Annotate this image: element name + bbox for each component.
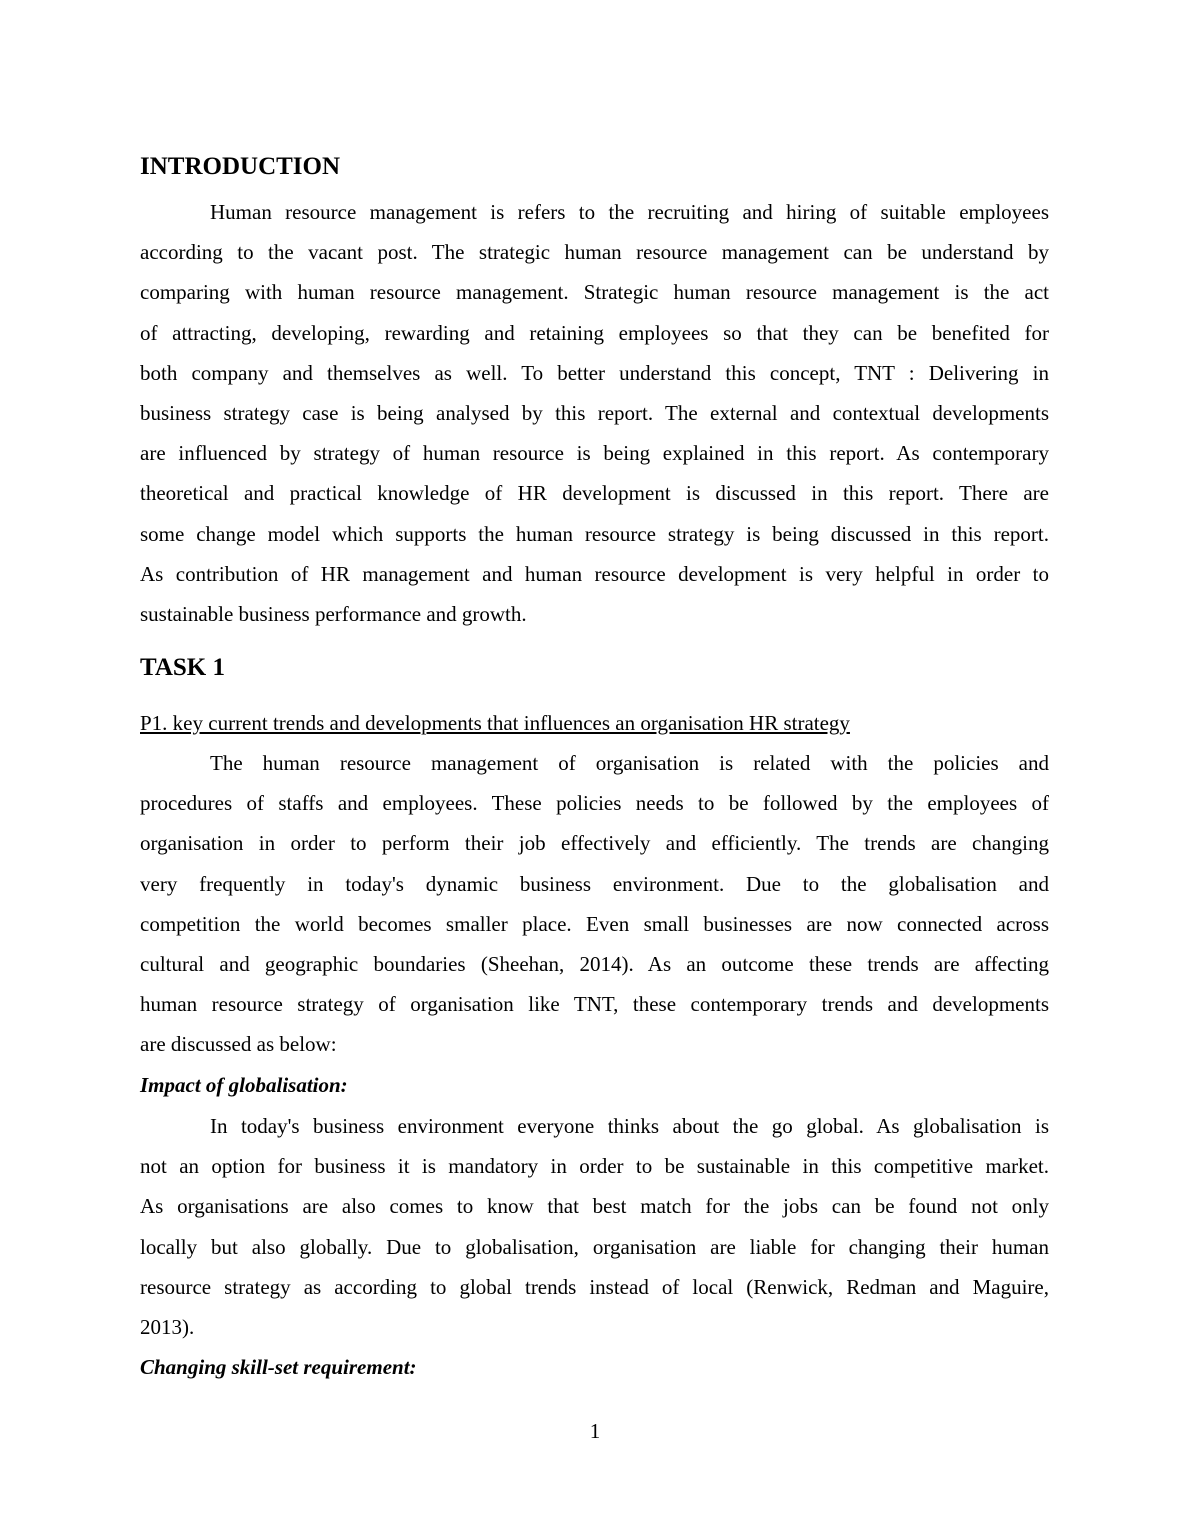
paragraph-line: locally but also globally. Due to globalisation, organisation are liable for changing their human [140,1234,1049,1259]
task1-heading: TASK 1 [140,654,225,681]
paragraph-line: human resource strategy of organisation like TNT, these contemporary trends and developments [140,992,1049,1017]
paragraph-line: are discussed as below: [140,1032,337,1057]
paragraph-line: As organisations are also comes to know that best match for the jobs can be found not only [140,1194,1049,1219]
paragraph-line: not an option for business it is mandatory in order to be sustainable in this competitive market. [140,1154,1049,1179]
paragraph-line: comparing with human resource management. Strategic human resource management is the act [140,280,1049,305]
paragraph-line: 2013). [140,1314,195,1339]
paragraph-line: very frequently in today's dynamic business environment. Due to the globalisation and [140,871,1049,896]
introduction-heading: INTRODUCTION [140,153,341,180]
introduction-paragraph [140,192,1049,634]
paragraph-line: Human resource management is refers to the recruiting and hiring of suitable employees [210,200,1049,224]
paragraph-line: As contribution of HR management and human resource development is very helpful in order to [140,561,1049,586]
paragraph-line: both company and themselves as well. To better understand this concept, TNT : Delivering in [140,360,1049,385]
paragraph-line: cultural and geographic boundaries (Sheehan, 2014). As an outcome these trends are affecting [140,951,1049,976]
p1-subheading: P1. key current trends and developments that influences an organisation HR strategy [140,711,850,735]
globalisation-paragraph [140,1106,1049,1347]
paragraph-line: some change model which supports the human resource strategy is being discussed in this report. [140,521,1049,546]
globalisation-heading: Impact of globalisation: [140,1073,348,1097]
paragraph-line: are influenced by strategy of human resource is being explained in this report. As contemporary [140,441,1049,466]
task1-paragraph [140,743,1049,1065]
paragraph-line: In today's business environment everyone thinks about the go global. As globalisation is [210,1114,1049,1138]
paragraph-line: resource strategy as according to global trends instead of local (Renwick, Redman and Maguire, [140,1274,1049,1299]
paragraph-line: business strategy case is being analysed by this report. The external and contextual developments [140,400,1049,425]
paragraph-line: according to the vacant post. The strategic human resource management can be understand by [140,240,1049,265]
skillset-heading: Changing skill-set requirement: [140,1355,417,1379]
paragraph-line: competition the world becomes smaller place. Even small businesses are now connected across [140,911,1049,936]
paragraph-line: The human resource management of organisation is related with the policies and [210,751,1049,775]
page-number: 1 [589,1419,601,1443]
paragraph-line: procedures of staffs and employees. These policies needs to be followed by the employees of [140,791,1049,816]
paragraph-line: of attracting, developing, rewarding and retaining employees so that they can be benefited for [140,320,1049,345]
paragraph-line: theoretical and practical knowledge of HR development is discussed in this report. There are [140,481,1049,506]
paragraph-line: sustainable business performance and growth. [140,601,527,626]
paragraph-line: organisation in order to perform their job effectively and efficiently. The trends are changing [140,831,1049,856]
